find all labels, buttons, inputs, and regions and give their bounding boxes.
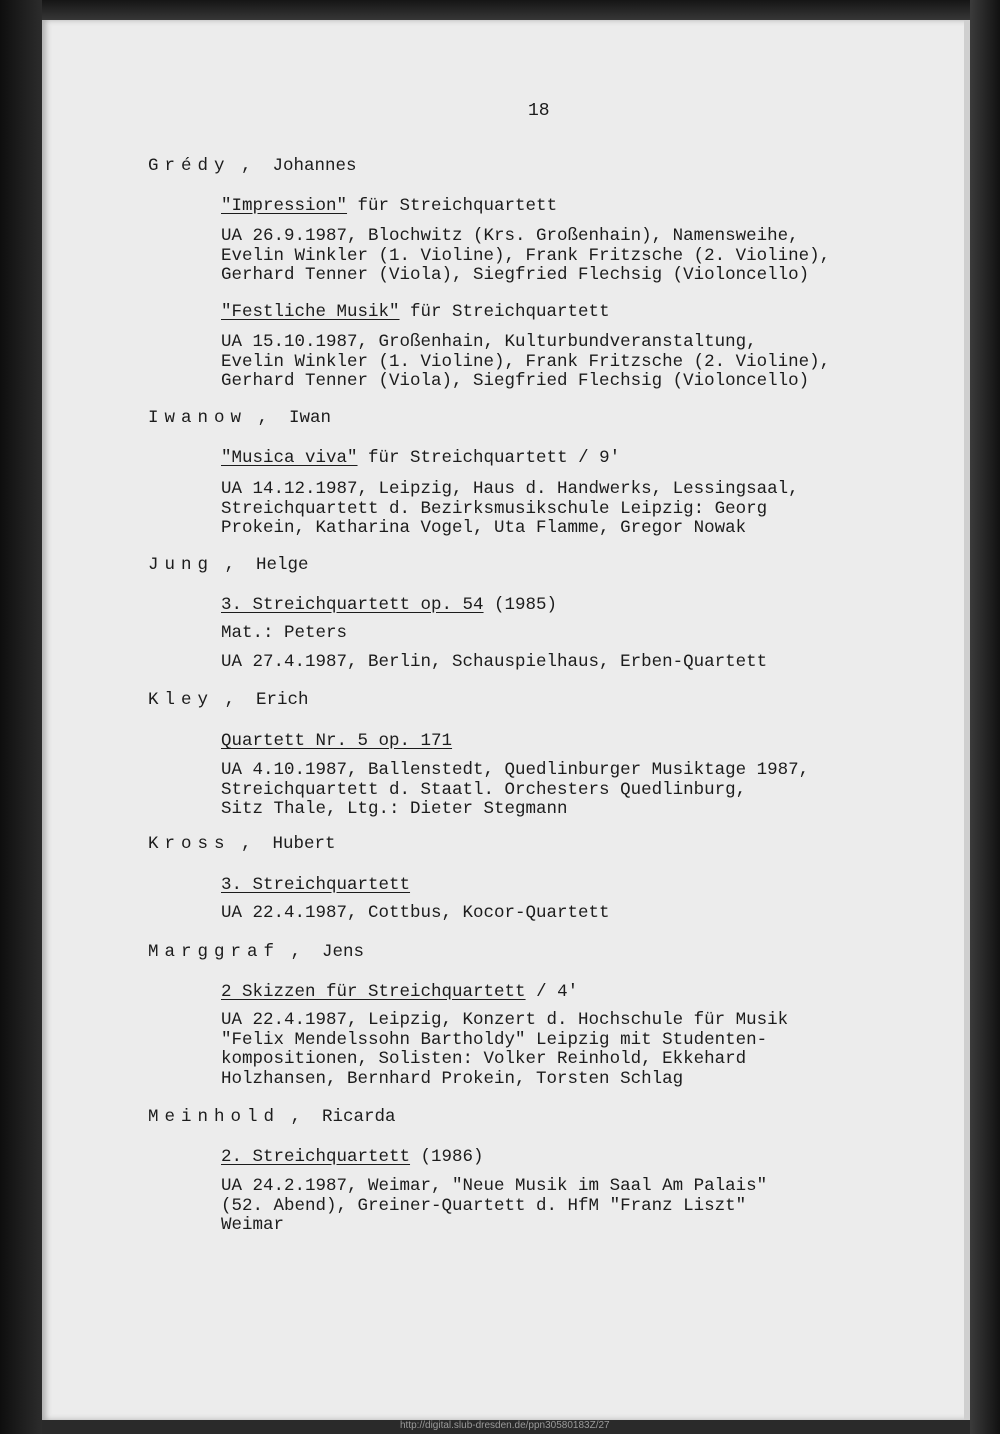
scan-binding-top <box>0 0 1000 22</box>
scan-binding-left <box>0 0 42 1434</box>
composer-firstname: Hubert <box>272 834 336 854</box>
work-title-rest: für Streichquartett <box>399 302 610 322</box>
page-number: 18 <box>528 101 550 121</box>
work-title-rest: (1986) <box>410 1147 484 1167</box>
work-title <box>221 1148 484 1168</box>
work-title <box>221 197 557 217</box>
work-title-underlined: Quartett Nr. 5 op. 171 <box>221 731 453 751</box>
composer-surname: Kross <box>148 834 231 854</box>
composer-surname: Meinhold <box>148 1107 281 1127</box>
work-title-rest: für Streichquartett <box>347 196 558 216</box>
work-title-rest: / 4' <box>525 982 579 1002</box>
composer-firstname: Johannes <box>272 156 357 176</box>
composer-heading: Marggraf , Jens <box>148 942 365 962</box>
work-title-underlined: 2 Skizzen für Streichquartett <box>221 982 526 1002</box>
work-title-underlined: "Musica viva" <box>221 448 358 468</box>
scan-binding-right <box>970 0 1000 1434</box>
work-details: UA 22.4.1987, Leipzig, Konzert d. Hochschule für Musik "Felix Mendelssohn Bartholdy" Leipzig mit Studenten- kompositionen, Solisten: Volker Reinhold, Ekkehard Holzhansen, Bernhard Prokein, Torsten Schlag <box>221 1010 789 1089</box>
composer-heading: Iwanow , Iwan <box>148 408 332 428</box>
composer-firstname: Jens <box>322 942 365 962</box>
composer-heading: Kley , Erich <box>148 690 309 710</box>
composer-firstname: Ricarda <box>322 1107 396 1127</box>
composer-heading: Meinhold , Ricarda <box>148 1107 396 1127</box>
work-details: UA 24.2.1987, Weimar, "Neue Musik im Saal Am Palais" (52. Abend), Greiner-Quartett d. HfM "Franz Liszt" Weimar <box>221 1176 768 1235</box>
work-title <box>221 449 620 469</box>
work-title <box>221 876 410 896</box>
work-title <box>221 596 557 616</box>
work-details: UA 22.4.1987, Cottbus, Kocor-Quartett <box>221 903 610 923</box>
composer-surname: Kley <box>148 690 215 710</box>
composer-heading: Grédy , Johannes <box>148 156 357 176</box>
work-title-underlined: "Impression" <box>221 196 348 216</box>
work-details: UA 14.12.1987, Leipzig, Haus d. Handwerks, Lessingsaal, Streichquartett d. Bezirksmusikschule Leipzig: Georg Prokein, Katharina Vogel, Uta Flamme, Gregor Nowak <box>221 479 799 538</box>
work-title <box>221 983 578 1003</box>
work-title-rest: für Streichquartett / 9' <box>357 448 621 468</box>
work-details: UA 15.10.1987, Großenhain, Kulturbundveranstaltung, Evelin Winkler (1. Violine), Frank Fritzsche (2. Violine), Gerhard Tenner (Viola), Siegfried Flechsig (Violoncello) <box>221 332 831 391</box>
composer-surname: Grédy <box>148 156 231 176</box>
composer-surname: Jung <box>148 555 215 575</box>
work-title-underlined: 3. Streichquartett <box>221 875 411 895</box>
source-url: http://digital.slub-dresden.de/ppn30580183Z/27 <box>400 1420 610 1431</box>
work-title-rest: (1985) <box>483 595 558 615</box>
composer-firstname: Erich <box>256 690 309 710</box>
work-title-underlined: 3. Streichquartett op. 54 <box>221 595 484 615</box>
composer-heading: Kross , Hubert <box>148 834 336 854</box>
work-details: UA 4.10.1987, Ballenstedt, Quedlinburger Musiktage 1987, Streichquartett d. Staatl. Orchesters Quedlinburg, Sitz Thale, Ltg.: Dieter Stegmann <box>221 760 810 819</box>
composer-surname: Iwanow <box>148 408 248 428</box>
document-page <box>42 20 970 1420</box>
composer-heading: Jung , Helge <box>148 555 309 575</box>
composer-firstname: Iwan <box>289 408 332 428</box>
page-content <box>42 20 970 1420</box>
work-title-underlined: 2. Streichquartett <box>221 1147 411 1167</box>
work-title-underlined: "Festliche Musik" <box>221 302 400 322</box>
composer-firstname: Helge <box>256 555 309 575</box>
work-details: UA 26.9.1987, Blochwitz (Krs. Großenhain), Namensweihe, Evelin Winkler (1. Violine), Frank Fritzsche (2. Violine), Gerhard Tenner (Viola), Siegfried Flechsig (Violoncello) <box>221 226 831 285</box>
work-details: Mat.: Peters <box>221 623 348 643</box>
composer-surname: Marggraf <box>148 942 281 962</box>
work-details: UA 27.4.1987, Berlin, Schauspielhaus, Erben-Quartett <box>221 652 768 672</box>
work-title <box>221 732 452 752</box>
work-title <box>221 303 610 323</box>
